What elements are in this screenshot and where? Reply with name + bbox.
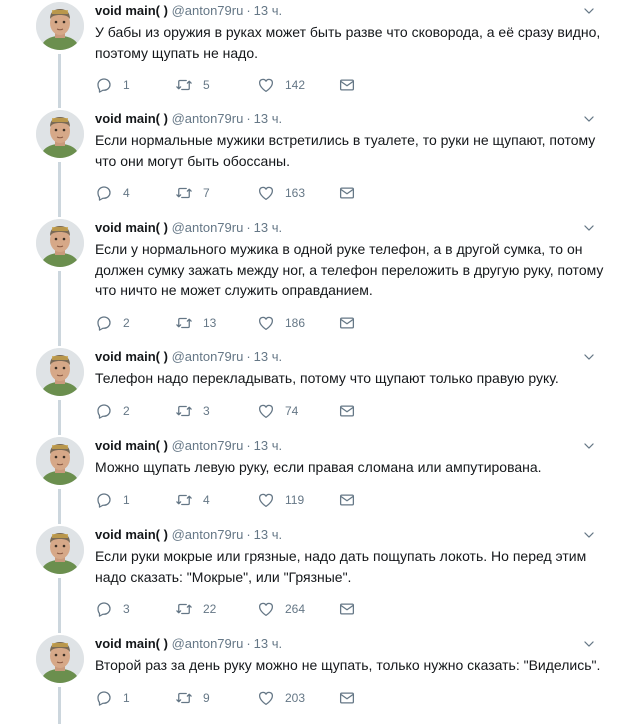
heart-icon: [257, 314, 275, 332]
author-name[interactable]: void main( ): [95, 220, 168, 235]
envelope-icon: [338, 76, 356, 94]
retweet-button[interactable]: [175, 75, 210, 95]
retweet-button[interactable]: [175, 490, 210, 510]
tweet-text: Второй раз за день руку можно не щупать, только нужно сказать: "Виделись".: [95, 657, 601, 673]
tweet-timestamp[interactable]: 13 ч.: [253, 438, 283, 453]
avatar[interactable]: [36, 437, 84, 485]
retweet-icon: [175, 314, 193, 332]
reply-button[interactable]: [95, 688, 130, 708]
tweet-text: Если руки мокрые или грязные, надо дать пощупать локоть. Но перед этим надо сказать: "Мокрые", или "Грязные".: [95, 548, 587, 585]
tweet-timestamp[interactable]: 13 ч.: [253, 111, 283, 126]
tweet-text: У бабы из оружия в руках может быть разве что сковорода, а её сразу видно, поэтому щупать не надо.: [95, 24, 601, 61]
tweet[interactable]: [0, 348, 626, 437]
tweet[interactable]: [0, 635, 626, 726]
retweets-count: 9: [203, 690, 210, 705]
author-name[interactable]: void main( ): [95, 3, 168, 18]
retweet-button[interactable]: [175, 688, 210, 708]
separator-dot: ·: [246, 3, 251, 18]
thread-line: [58, 578, 61, 633]
retweets-count: 3: [203, 403, 210, 418]
author-handle[interactable]: @anton79ru: [171, 527, 244, 542]
tweet[interactable]: [0, 110, 626, 219]
retweet-button[interactable]: [175, 599, 216, 619]
thread-line: [58, 271, 61, 346]
chevron-down-icon[interactable]: [582, 350, 596, 364]
like-button[interactable]: [257, 183, 305, 203]
reply-button[interactable]: [95, 401, 130, 421]
retweets-count: 5: [203, 78, 210, 92]
separator-dot: ·: [246, 220, 251, 235]
author-name[interactable]: void main( ): [95, 111, 168, 126]
tweet-header: [95, 635, 282, 653]
tweet-header: [95, 219, 282, 237]
retweet-icon: [175, 600, 193, 618]
tweet-header: [95, 437, 282, 455]
author-handle[interactable]: @anton79ru: [171, 220, 244, 235]
envelope-icon: [338, 402, 356, 420]
envelope-icon: [338, 314, 356, 332]
tweet[interactable]: [0, 219, 626, 348]
like-button[interactable]: [257, 599, 305, 619]
direct-message-button[interactable]: [338, 599, 356, 619]
tweet-text: Телефон надо перекладывать, потому что щупают только правую руку.: [95, 370, 559, 386]
envelope-icon: [338, 491, 356, 509]
reply-button[interactable]: [95, 75, 130, 95]
reply-button[interactable]: [95, 599, 130, 619]
likes-count: 163: [285, 186, 306, 200]
tweet-header: [95, 348, 282, 366]
separator-dot: ·: [246, 111, 251, 126]
retweet-button[interactable]: [175, 183, 210, 203]
tweet-timestamp[interactable]: 13 ч.: [253, 349, 283, 364]
author-name[interactable]: void main( ): [95, 349, 168, 364]
heart-icon: [257, 184, 275, 202]
direct-message-button[interactable]: [338, 313, 356, 333]
direct-message-button[interactable]: [338, 183, 356, 203]
likes-count: 203: [285, 690, 306, 705]
tweet-actions: [95, 599, 495, 619]
retweet-button[interactable]: [175, 401, 210, 421]
like-button[interactable]: [257, 401, 298, 421]
author-handle[interactable]: @anton79ru: [171, 349, 244, 364]
tweet[interactable]: [0, 2, 626, 110]
reply-icon: [95, 491, 113, 509]
retweet-icon: [175, 689, 193, 707]
author-handle[interactable]: @anton79ru: [171, 438, 244, 453]
thread-line: [58, 162, 61, 217]
tweet-actions: [95, 75, 495, 95]
tweet-actions: [95, 183, 495, 203]
separator-dot: ·: [246, 349, 251, 364]
direct-message-button[interactable]: [338, 75, 356, 95]
direct-message-button[interactable]: [338, 490, 356, 510]
tweet-actions: [95, 688, 495, 708]
retweets-count: 13: [203, 315, 217, 330]
thread-line: [58, 54, 61, 108]
reply-icon: [95, 689, 113, 707]
chevron-down-icon[interactable]: [582, 4, 596, 18]
separator-dot: ·: [246, 636, 251, 651]
tweet-actions: [95, 313, 495, 333]
direct-message-button[interactable]: [338, 688, 356, 708]
reply-button[interactable]: [95, 313, 130, 333]
author-name[interactable]: void main( ): [95, 438, 168, 453]
like-button[interactable]: [257, 75, 305, 95]
thread-line: [58, 489, 61, 524]
author-handle[interactable]: @anton79ru: [171, 636, 244, 651]
chevron-down-icon[interactable]: [582, 637, 596, 651]
thread-line: [58, 687, 61, 724]
like-button[interactable]: [257, 313, 305, 333]
separator-dot: ·: [246, 438, 251, 453]
replies-count: 2: [123, 315, 130, 330]
author-handle[interactable]: @anton79ru: [171, 111, 244, 126]
avatar[interactable]: [36, 526, 84, 574]
replies-count: 4: [123, 186, 130, 200]
heart-icon: [257, 600, 275, 618]
reply-icon: [95, 76, 113, 94]
envelope-icon: [338, 600, 356, 618]
retweet-button[interactable]: [175, 313, 216, 333]
envelope-icon: [338, 184, 356, 202]
heart-icon: [257, 689, 275, 707]
replies-count: 1: [123, 492, 130, 507]
likes-count: 74: [285, 403, 299, 418]
likes-count: 264: [285, 602, 306, 616]
tweet-header: [95, 2, 282, 20]
tweet-header: [95, 110, 282, 128]
avatar[interactable]: [36, 348, 84, 396]
replies-count: 3: [123, 602, 130, 616]
separator-dot: ·: [246, 527, 251, 542]
tweet-timestamp[interactable]: 13 ч.: [253, 220, 283, 235]
tweet-text: Если у нормального мужика в одной руке телефон, а в другой сумка, то он должен сумку зажать между ног, а телефон переложить в другую руку, потому что ничто не может служить оправданием.: [95, 241, 604, 298]
tweet[interactable]: [0, 437, 626, 526]
tweet-header: [95, 526, 282, 544]
heart-icon: [257, 76, 275, 94]
like-button[interactable]: [257, 490, 304, 510]
tweet[interactable]: [0, 526, 626, 635]
replies-count: 2: [123, 403, 130, 418]
retweet-icon: [175, 184, 193, 202]
tweet-text: Если нормальные мужики встретились в туалете, то руки не щупают, потому что они могут быть обоссаны.: [95, 132, 596, 169]
tweet-actions: [95, 401, 495, 421]
tweet-text: Можно щупать левую руку, если правая сломана или ампутирована.: [95, 459, 542, 475]
replies-count: 1: [123, 78, 130, 92]
retweets-count: 22: [203, 602, 217, 616]
retweet-icon: [175, 491, 193, 509]
like-button[interactable]: [257, 688, 305, 708]
tweet-actions: [95, 490, 495, 510]
likes-count: 119: [285, 492, 305, 507]
chevron-down-icon[interactable]: [582, 221, 596, 235]
heart-icon: [257, 491, 275, 509]
envelope-icon: [338, 689, 356, 707]
replies-count: 1: [123, 690, 130, 705]
likes-count: 142: [285, 78, 306, 92]
tweet-timestamp[interactable]: 13 ч.: [253, 527, 283, 542]
avatar[interactable]: [36, 635, 84, 683]
chevron-down-icon[interactable]: [582, 439, 596, 453]
avatar[interactable]: [36, 110, 84, 158]
reply-button[interactable]: [95, 490, 130, 510]
chevron-down-icon[interactable]: [582, 112, 596, 126]
reply-button[interactable]: [95, 183, 130, 203]
retweet-icon: [175, 76, 193, 94]
reply-icon: [95, 184, 113, 202]
reply-icon: [95, 600, 113, 618]
tweet-timestamp[interactable]: 13 ч.: [253, 3, 283, 18]
avatar[interactable]: [36, 2, 84, 50]
thread-line: [58, 400, 61, 435]
likes-count: 186: [285, 315, 306, 330]
author-handle[interactable]: @anton79ru: [171, 3, 244, 18]
retweets-count: 4: [203, 492, 210, 507]
avatar[interactable]: [36, 219, 84, 267]
heart-icon: [257, 402, 275, 420]
retweet-icon: [175, 402, 193, 420]
retweets-count: 7: [203, 186, 210, 200]
chevron-down-icon[interactable]: [582, 528, 596, 542]
author-name[interactable]: void main( ): [95, 527, 168, 542]
reply-icon: [95, 314, 113, 332]
author-name[interactable]: void main( ): [95, 636, 168, 651]
tweet-timestamp[interactable]: 13 ч.: [253, 636, 283, 651]
reply-icon: [95, 402, 113, 420]
direct-message-button[interactable]: [338, 401, 356, 421]
